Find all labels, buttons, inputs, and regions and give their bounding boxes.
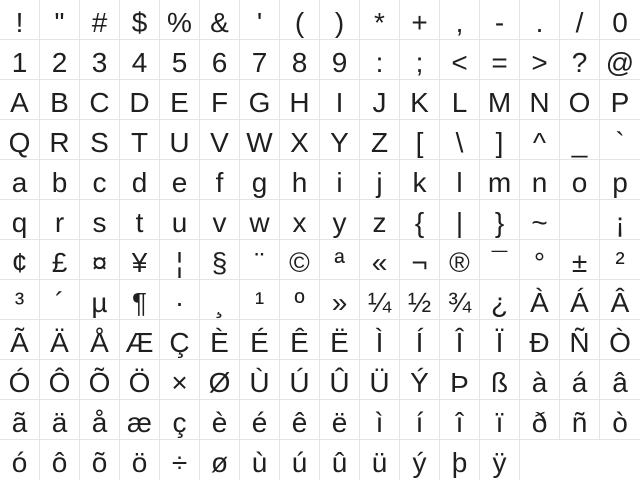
glyph-cell[interactable]: \ (440, 120, 480, 160)
glyph-cell[interactable]: , (440, 0, 480, 40)
glyph-cell[interactable]: æ (120, 400, 160, 440)
glyph-cell[interactable]: ¼ (360, 280, 400, 320)
glyph-cell[interactable]: g (240, 160, 280, 200)
glyph-cell[interactable]: 5 (160, 40, 200, 80)
glyph-cell[interactable]: / (560, 0, 600, 40)
glyph-cell[interactable]: @ (600, 40, 640, 80)
glyph-cell[interactable]: i (320, 160, 360, 200)
glyph-cell[interactable]: R (40, 120, 80, 160)
glyph-cell[interactable]: û (320, 440, 360, 480)
glyph-cell[interactable]: ¥ (120, 240, 160, 280)
glyph-cell[interactable]: ç (160, 400, 200, 440)
glyph-cell[interactable]: * (360, 0, 400, 40)
glyph-cell[interactable]: Í (400, 320, 440, 360)
glyph-cell[interactable]: ã (0, 400, 40, 440)
glyph-cell[interactable]: & (200, 0, 240, 40)
glyph-cell[interactable]: | (440, 200, 480, 240)
glyph-cell[interactable]: Þ (440, 360, 480, 400)
glyph-cell[interactable]: P (600, 80, 640, 120)
glyph-cell[interactable]: ¬ (400, 240, 440, 280)
glyph-cell[interactable]: K (400, 80, 440, 120)
glyph-cell[interactable]: e (160, 160, 200, 200)
glyph-cell[interactable]: Ý (400, 360, 440, 400)
glyph-cell[interactable]: É (240, 320, 280, 360)
glyph-cell[interactable]: 1 (0, 40, 40, 80)
glyph-cell[interactable]: # (80, 0, 120, 40)
glyph-cell[interactable]: Ì (360, 320, 400, 360)
glyph-cell[interactable]: Õ (80, 360, 120, 400)
glyph-cell[interactable]: © (280, 240, 320, 280)
glyph-cell[interactable]: M (480, 80, 520, 120)
glyph-cell[interactable]: À (520, 280, 560, 320)
glyph-cell[interactable]: H (280, 80, 320, 120)
glyph-cell[interactable]: : (360, 40, 400, 80)
glyph-cell[interactable]: ö (120, 440, 160, 480)
glyph-cell[interactable]: F (200, 80, 240, 120)
glyph-cell[interactable]: = (480, 40, 520, 80)
glyph-cell[interactable]: 0 (600, 0, 640, 40)
glyph-cell[interactable]: Ò (600, 320, 640, 360)
glyph-cell[interactable]: Ï (480, 320, 520, 360)
glyph-cell[interactable]: è (200, 400, 240, 440)
glyph-cell[interactable]: £ (40, 240, 80, 280)
glyph-cell[interactable]: + (400, 0, 440, 40)
glyph-cell[interactable]: t (120, 200, 160, 240)
glyph-cell[interactable]: p (600, 160, 640, 200)
glyph-cell[interactable]: ± (560, 240, 600, 280)
glyph-cell[interactable]: ´ (40, 280, 80, 320)
glyph-cell[interactable]: ÷ (160, 440, 200, 480)
glyph-cell[interactable]: ^ (520, 120, 560, 160)
glyph-cell[interactable]: 7 (240, 40, 280, 80)
glyph-cell[interactable]: ì (360, 400, 400, 440)
glyph-cell[interactable]: l (440, 160, 480, 200)
glyph-cell-empty (600, 440, 640, 480)
glyph-cell[interactable]: " (40, 0, 80, 40)
glyph-cell[interactable]: L (440, 80, 480, 120)
glyph-cell[interactable]: _ (560, 120, 600, 160)
glyph-cell[interactable]: ° (520, 240, 560, 280)
glyph-cell[interactable]: ) (320, 0, 360, 40)
glyph-cell[interactable]: ; (400, 40, 440, 80)
glyph-cell[interactable]: E (160, 80, 200, 120)
glyph-cell[interactable]: Å (80, 320, 120, 360)
glyph-cell[interactable]: ~ (520, 200, 560, 240)
glyph-cell[interactable]: < (440, 40, 480, 80)
glyph-cell[interactable]: J (360, 80, 400, 120)
glyph-cell[interactable]: O (560, 80, 600, 120)
glyph-cell-empty (560, 200, 600, 240)
glyph-cell[interactable]: z (360, 200, 400, 240)
glyph-cell[interactable]: 4 (120, 40, 160, 80)
glyph-cell[interactable]: b (40, 160, 80, 200)
glyph-cell[interactable]: d (120, 160, 160, 200)
glyph-cell-empty (560, 440, 600, 480)
glyph-cell[interactable]: Ø (200, 360, 240, 400)
glyph-cell[interactable]: ¯ (480, 240, 520, 280)
glyph-cell[interactable]: - (480, 0, 520, 40)
glyph-cell[interactable]: â (600, 360, 640, 400)
glyph-cell[interactable]: s (80, 200, 120, 240)
glyph-cell[interactable]: k (400, 160, 440, 200)
glyph-cell[interactable]: $ (120, 0, 160, 40)
glyph-cell[interactable]: v (200, 200, 240, 240)
glyph-cell[interactable]: ó (0, 440, 40, 480)
glyph-cell[interactable]: ê (280, 400, 320, 440)
glyph-cell[interactable]: B (40, 80, 80, 120)
glyph-cell[interactable]: 2 (40, 40, 80, 80)
glyph-cell[interactable]: ` (600, 120, 640, 160)
glyph-cell[interactable]: D (120, 80, 160, 120)
glyph-cell[interactable]: Ü (360, 360, 400, 400)
glyph-cell[interactable]: § (200, 240, 240, 280)
glyph-cell[interactable]: ô (40, 440, 80, 480)
glyph-cell[interactable]: ¤ (80, 240, 120, 280)
glyph-cell[interactable]: õ (80, 440, 120, 480)
glyph-cell[interactable]: ø (200, 440, 240, 480)
glyph-cell[interactable]: Á (560, 280, 600, 320)
glyph-cell[interactable]: X (280, 120, 320, 160)
glyph-cell[interactable]: ¡ (600, 200, 640, 240)
glyph-cell[interactable]: ( (280, 0, 320, 40)
glyph-cell[interactable]: Î (440, 320, 480, 360)
glyph-cell[interactable]: ¨ (240, 240, 280, 280)
glyph-cell[interactable]: Ã (0, 320, 40, 360)
glyph-cell[interactable]: ³ (0, 280, 40, 320)
glyph-cell[interactable]: o (560, 160, 600, 200)
glyph-cell[interactable]: ï (480, 400, 520, 440)
glyph-cell[interactable]: ] (480, 120, 520, 160)
glyph-cell[interactable]: 6 (200, 40, 240, 80)
glyph-cell[interactable]: j (360, 160, 400, 200)
glyph-cell[interactable]: ë (320, 400, 360, 440)
glyph-cell[interactable]: N (520, 80, 560, 120)
glyph-cell[interactable]: ß (480, 360, 520, 400)
glyph-cell[interactable]: n (520, 160, 560, 200)
glyph-cell[interactable]: ¾ (440, 280, 480, 320)
glyph-cell[interactable]: ¢ (0, 240, 40, 280)
glyph-cell-empty (520, 440, 560, 480)
glyph-cell[interactable]: > (520, 40, 560, 80)
glyph-cell[interactable]: Ë (320, 320, 360, 360)
glyph-cell[interactable]: ? (560, 40, 600, 80)
glyph-cell[interactable]: ½ (400, 280, 440, 320)
glyph-cell[interactable]: W (240, 120, 280, 160)
glyph-cell[interactable]: 3 (80, 40, 120, 80)
glyph-cell[interactable]: ¹ (240, 280, 280, 320)
glyph-cell[interactable]: Q (0, 120, 40, 160)
glyph-cell[interactable]: Ç (160, 320, 200, 360)
glyph-cell[interactable]: ¶ (120, 280, 160, 320)
glyph-cell[interactable]: î (440, 400, 480, 440)
glyph-cell[interactable]: u (160, 200, 200, 240)
glyph-cell[interactable]: ý (400, 440, 440, 480)
glyph-cell[interactable]: ' (240, 0, 280, 40)
glyph-cell[interactable]: í (400, 400, 440, 440)
glyph-cell[interactable]: ä (40, 400, 80, 440)
glyph-cell[interactable]: Ú (280, 360, 320, 400)
glyph-cell[interactable]: Y (320, 120, 360, 160)
glyph-cell[interactable]: } (480, 200, 520, 240)
glyph-cell[interactable]: ² (600, 240, 640, 280)
glyph-cell[interactable]: å (80, 400, 120, 440)
glyph-cell[interactable]: [ (400, 120, 440, 160)
glyph-cell[interactable]: c (80, 160, 120, 200)
glyph-cell[interactable]: ú (280, 440, 320, 480)
glyph-cell[interactable]: Ô (40, 360, 80, 400)
glyph-cell[interactable]: é (240, 400, 280, 440)
glyph-cell[interactable]: % (160, 0, 200, 40)
glyph-cell[interactable]: q (0, 200, 40, 240)
glyph-cell[interactable]: ¦ (160, 240, 200, 280)
glyph-cell[interactable]: U (160, 120, 200, 160)
glyph-cell[interactable]: r (40, 200, 80, 240)
glyph-cell[interactable]: ÿ (480, 440, 520, 480)
glyph-cell[interactable]: ª (320, 240, 360, 280)
glyph-cell[interactable]: Z (360, 120, 400, 160)
glyph-cell[interactable]: Ö (120, 360, 160, 400)
glyph-cell[interactable]: { (400, 200, 440, 240)
glyph-cell[interactable]: ñ (560, 400, 600, 440)
glyph-cell[interactable]: Ê (280, 320, 320, 360)
glyph-cell[interactable]: Ù (240, 360, 280, 400)
glyph-cell[interactable]: T (120, 120, 160, 160)
glyph-cell[interactable]: I (320, 80, 360, 120)
glyph-cell[interactable]: m (480, 160, 520, 200)
glyph-cell[interactable]: a (0, 160, 40, 200)
glyph-cell[interactable]: 9 (320, 40, 360, 80)
glyph-cell[interactable]: ü (360, 440, 400, 480)
glyph-cell[interactable]: y (320, 200, 360, 240)
glyph-cell[interactable]: . (520, 0, 560, 40)
glyph-cell[interactable]: ® (440, 240, 480, 280)
glyph-cell[interactable]: x (280, 200, 320, 240)
glyph-cell[interactable]: µ (80, 280, 120, 320)
glyph-cell[interactable]: « (360, 240, 400, 280)
glyph-cell[interactable]: ¸ (200, 280, 240, 320)
glyph-cell[interactable]: G (240, 80, 280, 120)
glyph-cell[interactable]: Ð (520, 320, 560, 360)
glyph-cell[interactable]: ! (0, 0, 40, 40)
glyph-cell[interactable]: S (80, 120, 120, 160)
glyph-cell[interactable]: · (160, 280, 200, 320)
glyph-cell[interactable]: Æ (120, 320, 160, 360)
glyph-cell[interactable]: Ä (40, 320, 80, 360)
glyph-cell[interactable]: È (200, 320, 240, 360)
glyph-cell[interactable]: à (520, 360, 560, 400)
glyph-cell[interactable]: 8 (280, 40, 320, 80)
glyph-cell[interactable]: C (80, 80, 120, 120)
glyph-cell[interactable]: h (280, 160, 320, 200)
glyph-cell[interactable]: þ (440, 440, 480, 480)
glyph-cell[interactable]: ò (600, 400, 640, 440)
glyph-cell[interactable]: Â (600, 280, 640, 320)
glyph-cell[interactable]: Ñ (560, 320, 600, 360)
glyph-cell[interactable]: ð (520, 400, 560, 440)
glyph-cell[interactable]: A (0, 80, 40, 120)
glyph-cell[interactable]: ù (240, 440, 280, 480)
glyph-cell[interactable]: á (560, 360, 600, 400)
glyph-cell[interactable]: V (200, 120, 240, 160)
glyph-cell[interactable]: » (320, 280, 360, 320)
glyph-cell[interactable]: º (280, 280, 320, 320)
glyph-cell[interactable]: f (200, 160, 240, 200)
glyph-cell[interactable]: w (240, 200, 280, 240)
glyph-cell[interactable]: Û (320, 360, 360, 400)
glyph-cell[interactable]: × (160, 360, 200, 400)
glyph-cell[interactable]: ¿ (480, 280, 520, 320)
glyph-cell[interactable]: Ó (0, 360, 40, 400)
